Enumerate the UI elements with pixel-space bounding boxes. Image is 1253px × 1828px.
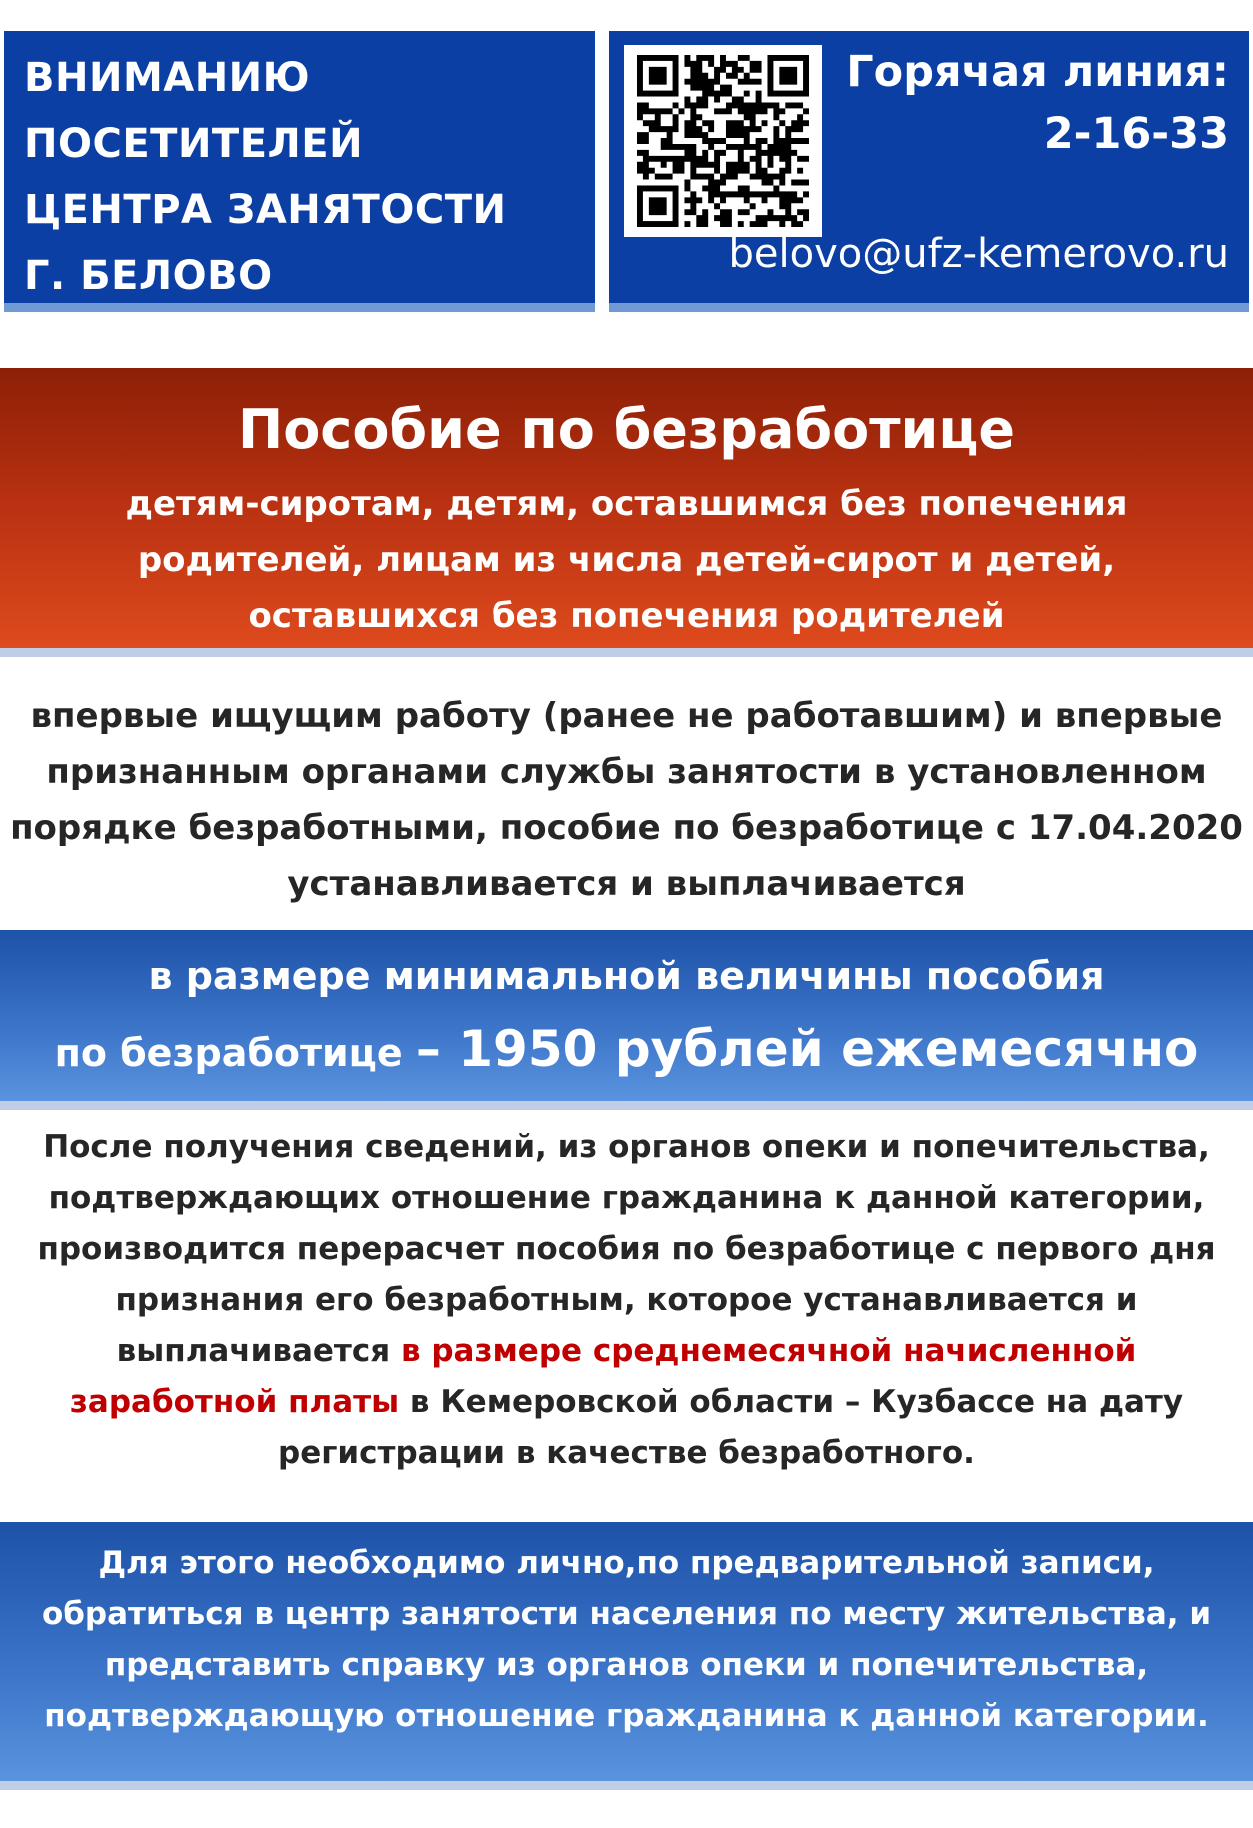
notice-line-4: Г. БЕЛОВО bbox=[24, 253, 273, 299]
notice-line-1: ВНИМАНИЮ bbox=[24, 55, 311, 101]
qr-finder-top-left bbox=[637, 55, 679, 97]
amount-value: – 1950 рублей ежемесячно bbox=[415, 1020, 1199, 1078]
benefit-amount-block bbox=[0, 930, 1253, 1110]
notice-line-2: ПОСЕТИТЕЛЕЙ bbox=[24, 121, 364, 167]
hotline-number[interactable]: 2-16-33 bbox=[1043, 109, 1229, 159]
recalc-text-part-1: После получения сведений, из органов опеки и попечительства, подтверждающих отношение гражданина к данной категории, производится перерасчет пособия по безработице с первого дня признания его безработным, которое устанавливается и выплачивается bbox=[37, 1129, 1216, 1369]
recalc-highlight: в размере среднемесячной начисленной заработной платы bbox=[69, 1333, 1137, 1420]
amount-prefix: по безработице bbox=[54, 1031, 416, 1075]
benefit-title: Пособие по безработице bbox=[238, 398, 1015, 461]
qr-code-graphic bbox=[637, 55, 809, 227]
contact-email[interactable]: belovo@ufz-kemerovo.ru bbox=[728, 231, 1229, 277]
benefit-header-block bbox=[0, 368, 1253, 657]
amount-line-2 bbox=[0, 1020, 1253, 1078]
visitors-notice-block bbox=[4, 31, 595, 312]
qr-code-icon[interactable] bbox=[624, 45, 822, 237]
qr-finder-bottom-left bbox=[637, 185, 679, 227]
hotline-label: Горячая линия: bbox=[846, 47, 1229, 97]
qr-finder-top-right bbox=[767, 55, 809, 97]
intro-paragraph: впервые ищущим работу (ранее не работавшим) и впервые признанным органами службы занятости в установленном порядке безработными, пособие по безработице с 17.04.2020 устанавливается и выплачивается bbox=[10, 696, 1243, 904]
notice-line-3: ЦЕНТРА ЗАНЯТОСТИ bbox=[24, 187, 507, 233]
instructions-text: Для этого необходимо лично,по предварительной записи, обратиться в центр занятости населения по месту жительства, и представить справку из органов опеки и попечительства, подтверждающую отношение гражданина к данной категории. bbox=[41, 1545, 1212, 1734]
benefit-subtitle: детям-сиротам, детям, оставшимся без попечения родителей, лицам из числа детей-сирот и детей, оставшихся без попечения родителей bbox=[125, 484, 1128, 636]
instructions-block bbox=[0, 1522, 1253, 1790]
recalc-text-part-2: в Кемеровской области – Кузбассе на дату регистрации в качестве безработного. bbox=[278, 1384, 1184, 1471]
amount-line-1: в размере минимальной величины пособия bbox=[148, 954, 1105, 998]
recalculation-paragraph bbox=[20, 1122, 1233, 1479]
contact-block bbox=[609, 31, 1249, 312]
